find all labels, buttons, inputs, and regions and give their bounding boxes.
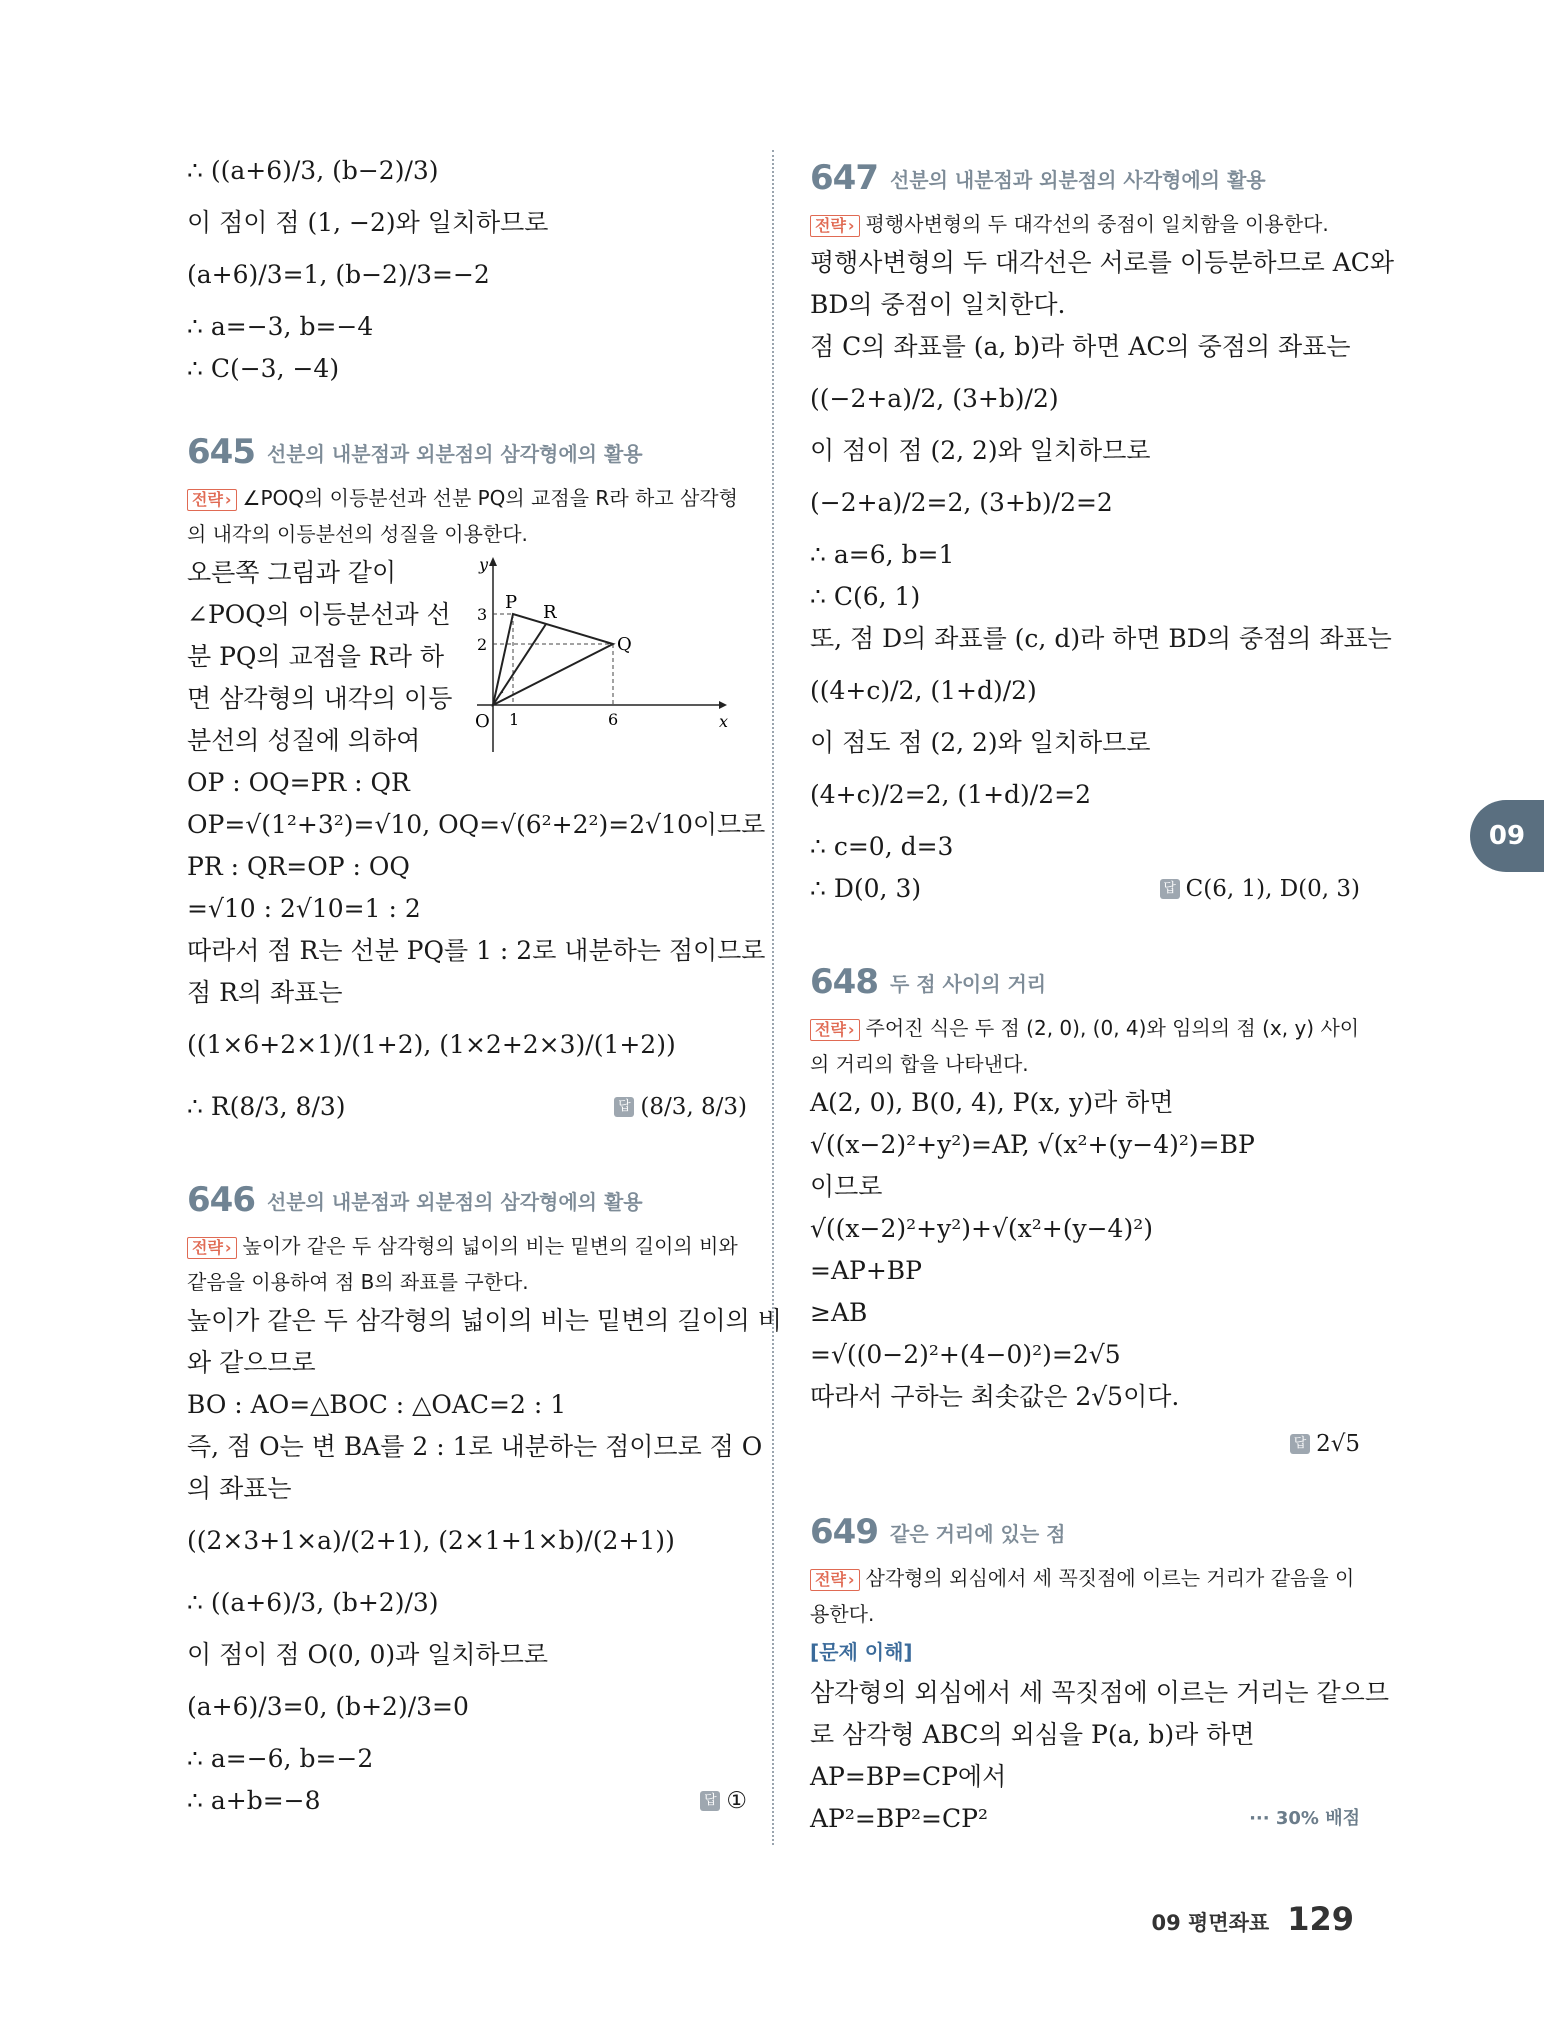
right-column: [810, 140, 1395, 1840]
page-footer: [1152, 1900, 1354, 1938]
page-number: 129: [1287, 1900, 1354, 1938]
solution-line: ((2×3+1×a)/(2+1), (2×1+1×b)/(2+1)): [187, 1526, 675, 1555]
strategy-text: 주어진 식은 두 점 (2, 0), (0, 4)와 임의의 점 (x, y) 사이의 거리의 합을 나타낸다.: [810, 1016, 1360, 1076]
tick-2-label: 2: [477, 635, 488, 654]
solution-line: ∴ a=6, b=1: [810, 540, 955, 569]
problem-644-continuation: [187, 140, 747, 390]
point-q-label: Q: [617, 634, 632, 655]
solution-line: (a+6)/3=1, (b−2)/3=−2: [187, 260, 490, 289]
strategy-text: 평행사변형의 두 대각선의 중점이 일치함을 이용한다.: [865, 212, 1329, 236]
x-axis-label: x: [719, 712, 729, 731]
final-line: AP²=BP²=CP²: [810, 1804, 988, 1833]
final-answer-row: [187, 1780, 747, 1822]
left-column: [187, 140, 782, 1822]
triangle-opq: [493, 614, 613, 705]
answer-value: ①: [726, 1788, 747, 1814]
solution-645: [187, 762, 766, 1076]
solution-line: ≥AB: [810, 1298, 868, 1327]
solution-line: 면 삼각형의 내각의 이등: [187, 684, 453, 713]
problem-646: [187, 1172, 782, 1822]
solution-line: 평행사변형의 두 대각선은 서로를 이등분하므로 AC와: [810, 248, 1395, 277]
answer: [700, 1780, 747, 1822]
answer: [614, 1076, 747, 1138]
problem-topic: 선분의 내분점과 외분점의 삼각형에의 활용: [266, 441, 643, 466]
strategy-tag: 전략 ›: [187, 1237, 237, 1259]
tick-1-label: 1: [509, 710, 520, 729]
solution-line: ∴ ((a+6)/3, (b+2)/3): [187, 1588, 439, 1617]
strategy-text: 삼각형의 외심에서 세 꼭짓점에 이르는 거리가 같음을 이용한다.: [810, 1566, 1355, 1626]
strategy: [187, 480, 747, 552]
solution-line: =√((0−2)²+(4−0)²)=2√5: [810, 1340, 1121, 1369]
problem-647-header: [810, 150, 1360, 206]
problem-649: [810, 1504, 1389, 1840]
answer-row: [810, 1418, 1360, 1460]
solution-line: OP : OQ=PR : QR: [187, 768, 410, 797]
problem-number: 647: [810, 158, 878, 198]
solution-line: √((x−2)²+y²)=AP, √(x²+(y−4)²)=BP: [810, 1130, 1255, 1159]
solution-line: 삼각형의 외심에서 세 꼭짓점에 이르는 거리는 같으므: [810, 1678, 1389, 1707]
answer-value: C(6, 1), D(0, 3): [1185, 876, 1360, 902]
solution-line: 따라서 구하는 최솟값은 2√5이다.: [810, 1382, 1180, 1411]
final-line: ∴ a+b=−8: [187, 1786, 321, 1815]
problem-646-header: [187, 1172, 747, 1228]
solution-line: ∴ C(−3, −4): [187, 354, 340, 383]
tick-6-label: 6: [608, 710, 619, 729]
solution-line: 즉, 점 O는 변 BA를 2 : 1로 내분하는 점이므로 점 O: [187, 1432, 763, 1461]
problem-number: 646: [187, 1180, 255, 1220]
final-answer-row: [810, 868, 1360, 910]
answer: [1160, 868, 1360, 910]
strategy-text: ∠POQ의 이등분선과 선분 PQ의 교점을 R라 하고 삼각형의 내각의 이등분선의 성질을 이용한다.: [187, 486, 738, 546]
solution-line: 로 삼각형 ABC의 외심을 P(a, b)라 하면: [810, 1720, 1255, 1749]
problem-understanding-label: [문제 이해]: [810, 1640, 913, 1664]
answer-icon: 답: [614, 1097, 634, 1117]
answer-icon: 답: [1290, 1434, 1310, 1454]
problem-number: 645: [187, 432, 255, 472]
problem-number: 648: [810, 962, 878, 1002]
problem-645-header: [187, 424, 747, 480]
solution-647: [810, 242, 1395, 868]
solution-line: 이므로: [810, 1172, 883, 1201]
solution-648: [810, 1082, 1360, 1418]
problem-648-header: [810, 954, 1360, 1010]
solution-line: 와 같으므로: [187, 1348, 316, 1377]
solution-line: (a+6)/3=0, (b+2)/3=0: [187, 1692, 469, 1721]
answer-value: (8/3, 8/3): [640, 1094, 747, 1120]
solution-line: 이 점이 점 (1, −2)와 일치하므로: [187, 208, 549, 237]
final-line: ∴ D(0, 3): [810, 874, 922, 903]
solution-line: 분 PQ의 교점을 R라 하: [187, 642, 444, 671]
solution-line: 의 좌표는: [187, 1474, 292, 1503]
solution-line: ((4+c)/2, (1+d)/2): [810, 676, 1037, 705]
origin-label: O: [475, 711, 490, 732]
solution-line: =√10 : 2√10=1 : 2: [187, 894, 421, 923]
solution-line: PR : QR=OP : OQ: [187, 852, 410, 881]
point-p-label: P: [505, 592, 518, 613]
solution-line: (4+c)/2=2, (1+d)/2=2: [810, 780, 1091, 809]
solution-line: ((1×6+2×1)/(1+2), (1×2+2×3)/(1+2)): [187, 1030, 676, 1059]
strategy: [187, 1228, 747, 1300]
solution-line: 분선의 성질에 의하여: [187, 726, 421, 755]
solution-line: ∴ a=−3, b=−4: [187, 312, 374, 341]
solution-646: [187, 1300, 782, 1780]
score-weight: ··· 30% 배점: [1249, 1808, 1360, 1829]
solution-line: 이 점이 점 (2, 2)와 일치하므로: [810, 436, 1151, 465]
solution-line: √((x−2)²+y²)+√(x²+(y−4)²): [810, 1214, 1153, 1243]
strategy-tag: 전략 ›: [810, 215, 860, 237]
solution-line: 점 R의 좌표는: [187, 978, 343, 1007]
solution-line: 또, 점 D의 좌표를 (c, d)라 하면 BD의 중점의 좌표는: [810, 624, 1392, 653]
problem-648: [810, 954, 1360, 1460]
chapter-tab[interactable]: 09: [1470, 800, 1544, 872]
tick-3-label: 3: [477, 605, 488, 624]
problem-645: [187, 424, 766, 1138]
problem-649-header: [810, 1504, 1360, 1560]
solution-line: ∴ ((a+6)/3, (b−2)/3): [187, 156, 439, 185]
strategy: [810, 206, 1360, 242]
figure-description: [187, 552, 453, 762]
answer-icon: 답: [1160, 879, 1180, 899]
point-r-label: R: [543, 602, 557, 623]
solution-line: 따라서 점 R는 선분 PQ를 1 : 2로 내분하는 점이므로: [187, 936, 766, 965]
problem-topic: 같은 거리에 있는 점: [889, 1521, 1066, 1546]
y-axis-label: y: [479, 555, 489, 574]
figure-block: [187, 552, 747, 762]
answer-icon: 답: [700, 1791, 720, 1811]
strategy-tag: 전략 ›: [810, 1569, 860, 1591]
problem-topic: 선분의 내분점과 외분점의 삼각형에의 활용: [266, 1189, 643, 1214]
solution-line: ((−2+a)/2, (3+b)/2): [810, 384, 1059, 413]
solution-line: BO : AO=△BOC : △OAC=2 : 1: [187, 1390, 567, 1419]
problem-number: 649: [810, 1512, 878, 1552]
solution-line: 오른쪽 그림과 같이: [187, 558, 397, 587]
x-axis-arrow: [719, 701, 727, 709]
solution-line: BD의 중점이 일치한다.: [810, 290, 1066, 319]
final-line: ∴ R(8/3, 8/3): [187, 1092, 346, 1121]
strategy-tag: 전략 ›: [810, 1019, 860, 1041]
coordinate-figure: [457, 552, 727, 762]
answer-value: 2√5: [1316, 1431, 1360, 1457]
strategy: [810, 1010, 1360, 1082]
problem-topic: 선분의 내분점과 외분점의 사각형에의 활용: [889, 167, 1266, 192]
problem-647: [810, 150, 1395, 910]
solution-line: A(2, 0), B(0, 4), P(x, y)라 하면: [810, 1088, 1174, 1117]
solution-649: [810, 1672, 1389, 1798]
final-answer-row: [187, 1076, 747, 1138]
solution-line: ∴ a=−6, b=−2: [187, 1744, 374, 1773]
solution-line: (−2+a)/2=2, (3+b)/2=2: [810, 488, 1113, 517]
y-axis-arrow: [489, 557, 497, 566]
solution-line: 이 점도 점 (2, 2)와 일치하므로: [810, 728, 1151, 757]
solution-line: 이 점이 점 O(0, 0)과 일치하므로: [187, 1640, 548, 1669]
strategy: [810, 1560, 1360, 1632]
solution-line: ∴ C(6, 1): [810, 582, 921, 611]
strategy-tag: 전략 ›: [187, 489, 237, 511]
solution-line: ∴ c=0, d=3: [810, 832, 954, 861]
final-answer-row: [810, 1798, 1360, 1840]
chapter-title: 09 평면좌표: [1151, 1911, 1270, 1935]
solution-line: ∠POQ의 이등분선과 선: [187, 600, 451, 629]
problem-topic: 두 점 사이의 거리: [889, 971, 1047, 996]
solution-line: OP=√(1²+3²)=√10, OQ=√(6²+2²)=2√10이므로: [187, 810, 766, 839]
column-divider: [772, 150, 774, 1845]
strategy-text: 높이가 같은 두 삼각형의 넓이의 비는 밑변의 길이의 비와 같음을 이용하여 점 B의 좌표를 구한다.: [187, 1234, 738, 1294]
answer: [1290, 1423, 1360, 1465]
solution-line: AP=BP=CP에서: [810, 1762, 1007, 1791]
solution-line: 점 C의 좌표를 (a, b)라 하면 AC의 중점의 좌표는: [810, 332, 1351, 361]
solution-line: =AP+BP: [810, 1256, 922, 1285]
solution-line: 높이가 같은 두 삼각형의 넓이의 비는 밑변의 길이의 비: [187, 1306, 782, 1335]
